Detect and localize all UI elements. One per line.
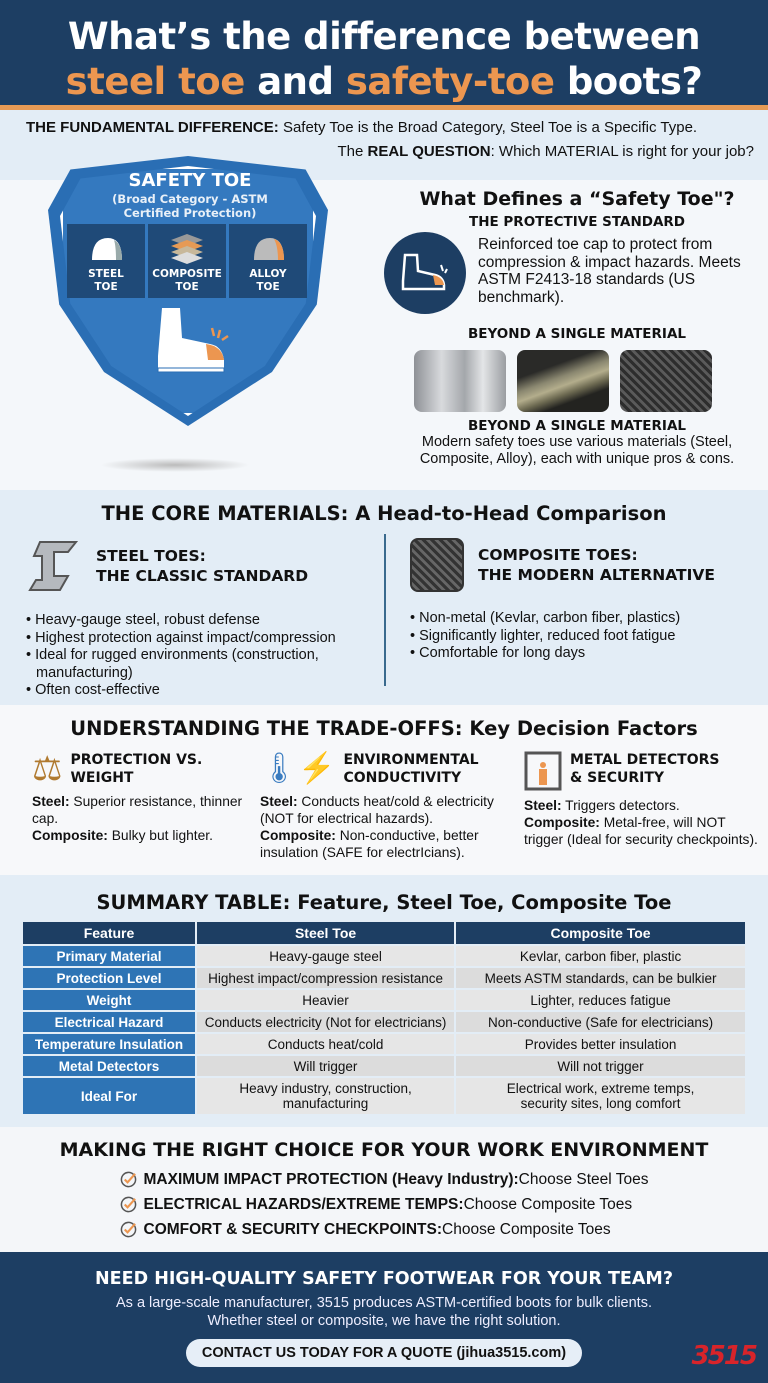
steel-column: [26, 538, 376, 700]
core-materials-section: [0, 490, 768, 705]
list-item: • Ideal for rugged environments (construction, manufacturing): [26, 647, 376, 682]
beyond-text: Modern safety toes use various materials (Steel, Composite, Alloy), each with unique pros & cons.: [419, 434, 735, 467]
scale-icon: ⚖: [32, 750, 63, 788]
boot-icon: [150, 306, 240, 376]
list-item: • Often cost-effective: [26, 682, 376, 700]
factor-conductivity: 🌡 ⚡ ENVIRONMENTAL CONDUCTIVITY Steel: Conducts heat/cold & electricity (NOT for electrical hazards). Composite: Non-conductive, better insulation (SAFE for electrIcians).: [260, 752, 494, 860]
toe-types: [67, 224, 307, 298]
kevlar-swatch: [517, 350, 609, 412]
list-item: MAXIMUM IMPACT PROTECTION (Heavy Industry): Choose Steel Toes: [120, 1167, 649, 1192]
summary-section: [0, 875, 768, 1127]
footer-cta: [0, 1252, 768, 1383]
alloy-toe-cell: ALLOY TOE: [229, 224, 307, 298]
carbon-fiber-swatch: [620, 350, 712, 412]
alloy-cap-icon: [248, 232, 288, 264]
factor-metal-detectors: METAL DETECTORS & SECURITY Steel: Triggers detectors. Composite: Metal-free, will NOT trigger (Ideal for security checkpoints).: [524, 752, 758, 847]
protective-standard-text: Reinforced toe cap to protect from compression & impact hazards. Meets ASTM F2413-18 standards (US benchmark).: [478, 236, 741, 306]
hero-banner: [0, 0, 768, 110]
real-question: The REAL QUESTION: Which MATERIAL is right for your job?: [337, 143, 754, 160]
summary-table: [21, 920, 747, 1116]
steel-toe-cell: STEEL TOE: [67, 224, 145, 298]
boot-circle-icon: [384, 232, 466, 314]
list-item: • Significantly lighter, reduced foot fatigue: [410, 628, 750, 646]
check-icon: [120, 1221, 137, 1238]
composite-header: COMPOSITE TOES: THE MODERN ALTERNATIVE: [410, 538, 750, 592]
table-row: Protection Level Highest impact/compression resistance Meets ASTM standards, can be bulkier: [23, 968, 745, 988]
table-row: Ideal For Heavy industry, construction, manufacturing Electrical work, extreme temps, security sites, long comfort: [23, 1078, 745, 1114]
factor-protection-weight: ⚖ PROTECTION VS. WEIGHT Steel: Superior resistance, thinner cap. Composite: Bulky but lighter.: [32, 750, 243, 843]
list-item: COMFORT & SECURITY CHECKPOINTS: Choose Composite Toes: [120, 1217, 649, 1242]
shield-shadow: [100, 458, 250, 472]
choice-title: MAKING THE RIGHT CHOICE FOR YOUR WORK ENVIRONMENT: [59, 1139, 709, 1161]
table-row: Primary Material Heavy-gauge steel Kevlar, carbon fiber, plastic: [23, 946, 745, 966]
table-row: Electrical Hazard Conducts electricity (Not for electricians) Non-conductive (Safe for electricians): [23, 1012, 745, 1032]
carbon-fiber-icon: [410, 538, 464, 592]
choice-list: [120, 1167, 649, 1242]
protective-standard-heading: THE PROTECTIVE STANDARD: [468, 214, 686, 230]
steel-beam-icon: [26, 538, 82, 594]
composite-layers-icon: [167, 232, 207, 264]
brand-logo: 3515: [691, 1341, 756, 1371]
composite-column: [410, 538, 750, 663]
lightning-icon: ⚡: [298, 752, 336, 785]
list-item: • Non-metal (Kevlar, carbon fiber, plastics): [410, 610, 750, 628]
safety-toe-shield: [40, 156, 340, 466]
core-title: THE CORE MATERIALS: A Head-to-Head Comparison: [101, 502, 667, 525]
list-item: • Heavy-gauge steel, robust defense: [26, 612, 376, 630]
choice-section: [0, 1127, 768, 1252]
definition-section: [0, 170, 768, 490]
shield-subtitle: (Broad Category - ASTM Certified Protection): [112, 192, 268, 220]
thermometer-icon: 🌡: [260, 752, 299, 785]
steel-swatch: [414, 350, 506, 412]
safety-toe-definition: [392, 188, 762, 468]
page-title: What’s the difference between steel toe and safety-toe boots?: [65, 15, 703, 103]
table-header: Feature Steel Toe Composite Toe: [23, 922, 745, 944]
table-row: Weight Heavier Lighter, reduces fatigue: [23, 990, 745, 1010]
fundamental-difference: THE FUNDAMENTAL DIFFERENCE: Safety Toe is the Broad Category, Steel Toe is a Specific Type.: [26, 119, 698, 136]
metal-detector-icon: [524, 751, 562, 791]
steel-header: STEEL TOES: THE CLASSIC STANDARD: [26, 538, 376, 594]
material-swatches: [414, 350, 762, 412]
shield-title: SAFETY TOE: [128, 170, 252, 191]
composite-list: [410, 610, 750, 663]
list-item: • Highest protection against impact/compression: [26, 630, 376, 648]
contact-quote-button[interactable]: CONTACT US TODAY FOR A QUOTE (jihua3515.com): [186, 1339, 582, 1367]
footer-title: NEED HIGH-QUALITY SAFETY FOOTWEAR FOR YOUR TEAM?: [95, 1269, 673, 1289]
protective-standard: [392, 232, 762, 314]
composite-toe-cell: COMPOSITE TOE: [148, 224, 226, 298]
list-item: ELECTRICAL HAZARDS/EXTREME TEMPS: Choose Composite Toes: [120, 1192, 649, 1217]
steel-cap-icon: [86, 232, 126, 264]
footer-text: As a large-scale manufacturer, 3515 produces ASTM-certified boots for bulk clients. Whether steel or composite, we have the right solution.: [116, 1295, 652, 1329]
tradeoffs-title: UNDERSTANDING THE TRADE-OFFS: Key Decision Factors: [70, 717, 698, 740]
tradeoffs-section: [0, 705, 768, 875]
check-icon: [120, 1196, 137, 1213]
table-row: Temperature Insulation Conducts heat/cold Provides better insulation: [23, 1034, 745, 1054]
summary-title: SUMMARY TABLE: Feature, Steel Toe, Composite Toe: [96, 891, 672, 914]
beyond-heading-2: BEYOND A SINGLE MATERIAL: [467, 418, 687, 434]
definition-title: What Defines a “Safety Toe"?: [419, 188, 735, 210]
check-icon: [120, 1171, 137, 1188]
table-row: Metal Detectors Will trigger Will not trigger: [23, 1056, 745, 1076]
beyond-heading: BEYOND A SINGLE MATERIAL: [467, 326, 687, 342]
list-item: • Comfortable for long days: [410, 645, 750, 663]
column-divider: [384, 534, 386, 686]
steel-list: [26, 612, 376, 700]
